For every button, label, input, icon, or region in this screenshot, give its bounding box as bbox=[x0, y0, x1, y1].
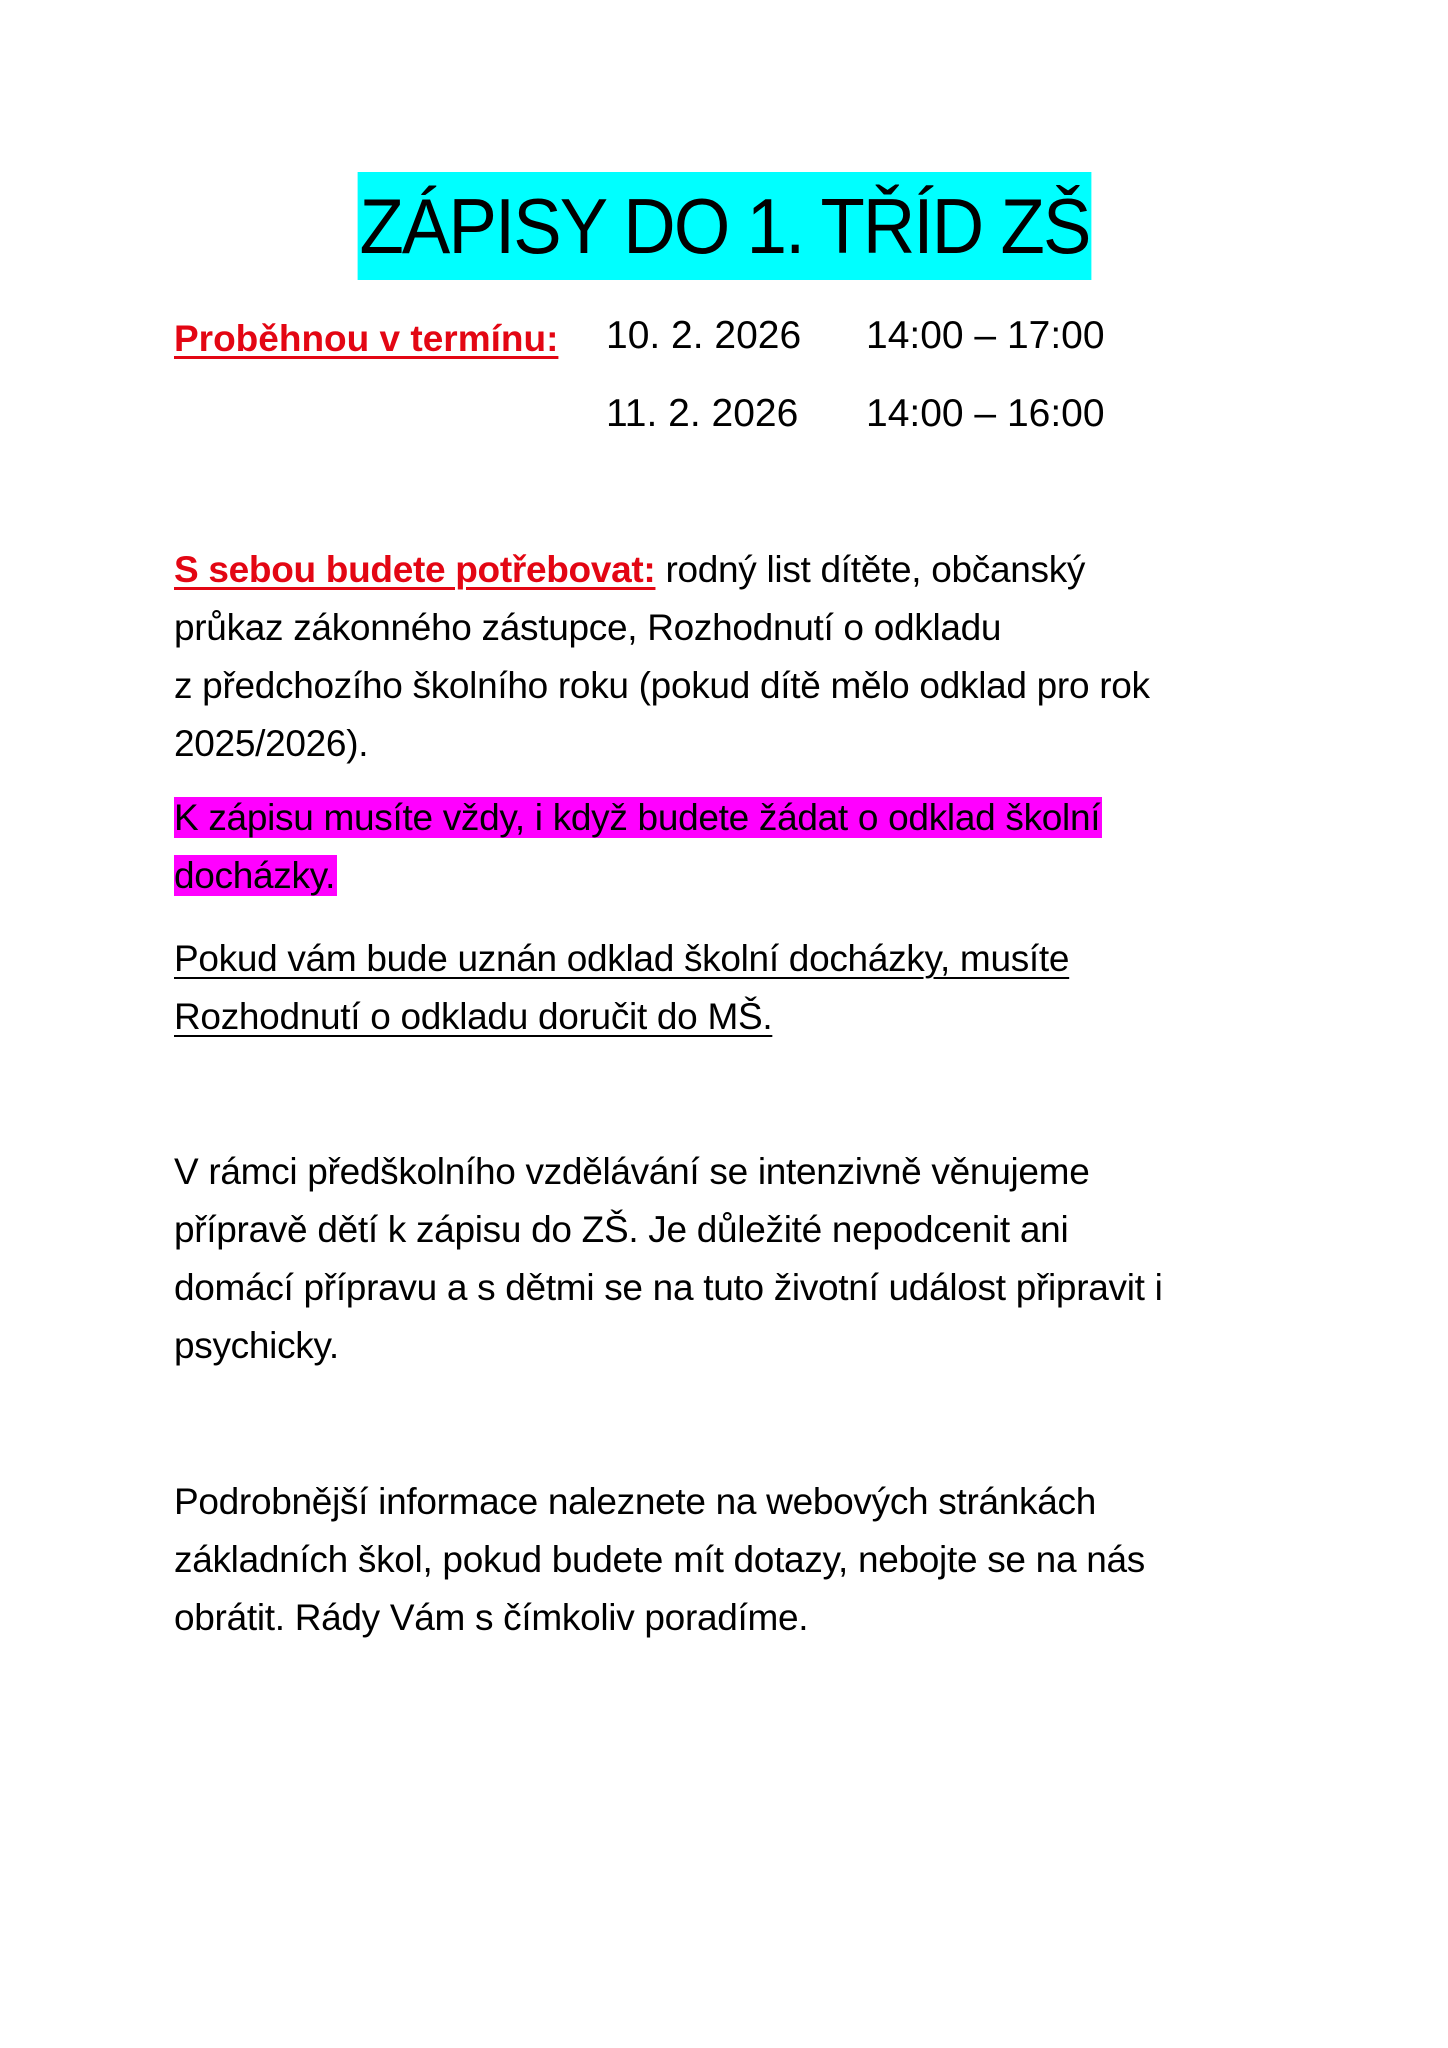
schedule-label bbox=[174, 310, 558, 368]
schedule-date-2: 11. 2. 2026 bbox=[606, 392, 799, 435]
notice-line-2 bbox=[174, 847, 1314, 905]
schedule-time-2: 14:00 – 16:00 bbox=[866, 392, 1105, 435]
preparation-line-3: domácí přípravu a s dětmi se na tuto životní událost připravit i bbox=[174, 1267, 1163, 1308]
preparation-line-4: psychicky. bbox=[174, 1325, 339, 1366]
preparation-line-2: přípravě dětí k zápisu do ZŠ. Je důležité nepodcenit ani bbox=[174, 1209, 1069, 1250]
deferral-notice bbox=[174, 930, 1314, 1046]
schedule-label-text: Proběhnou v termínu: bbox=[174, 318, 559, 359]
requirements-line-1 bbox=[174, 541, 1314, 599]
requirements-line-4: 2025/2026). bbox=[174, 723, 369, 764]
title-container bbox=[0, 172, 1448, 280]
notice-line-1 bbox=[174, 789, 1314, 847]
requirements-line-2: průkaz zákonného zástupce, Rozhodnutí o odkladu bbox=[174, 607, 1002, 648]
preparation-paragraph bbox=[174, 1143, 1314, 1375]
more-info-line-3: obrátit. Rády Vám s čímkoliv poradíme. bbox=[174, 1597, 809, 1638]
more-info-line-1: Podrobnější informace naleznete na webových stránkách bbox=[174, 1481, 1096, 1522]
requirements-label: S sebou budete potřebovat: bbox=[174, 549, 656, 590]
requirements-text-1: rodný list dítěte, občanský bbox=[655, 549, 1086, 590]
deferral-line-1 bbox=[174, 930, 1314, 988]
more-info-line-2: základních škol, pokud budete mít dotazy, nebojte se na nás bbox=[174, 1539, 1145, 1580]
schedule-time-1: 14:00 – 17:00 bbox=[866, 314, 1105, 357]
deferral-line-2 bbox=[174, 988, 1314, 1046]
page-title: ZÁPISY DO 1. TŘÍD ZŠ bbox=[357, 172, 1091, 280]
deferral-text-1: Pokud vám bude uznán odklad školní docházky, musíte bbox=[174, 938, 1070, 979]
notice-text-1: K zápisu musíte vždy, i když budete žádat o odklad školní bbox=[174, 797, 1101, 838]
mandatory-notice bbox=[174, 789, 1314, 905]
requirements-paragraph bbox=[174, 541, 1314, 773]
more-info-paragraph bbox=[174, 1473, 1314, 1647]
notice-text-2: docházky. bbox=[174, 855, 336, 896]
deferral-text-2: Rozhodnutí o odkladu doručit do MŠ. bbox=[174, 996, 773, 1037]
requirements-line-3: z předchozího školního roku (pokud dítě mělo odklad pro rok bbox=[174, 665, 1150, 706]
schedule-date-1: 10. 2. 2026 bbox=[606, 314, 802, 357]
preparation-line-1: V rámci předškolního vzdělávání se intenzivně věnujeme bbox=[174, 1151, 1090, 1192]
